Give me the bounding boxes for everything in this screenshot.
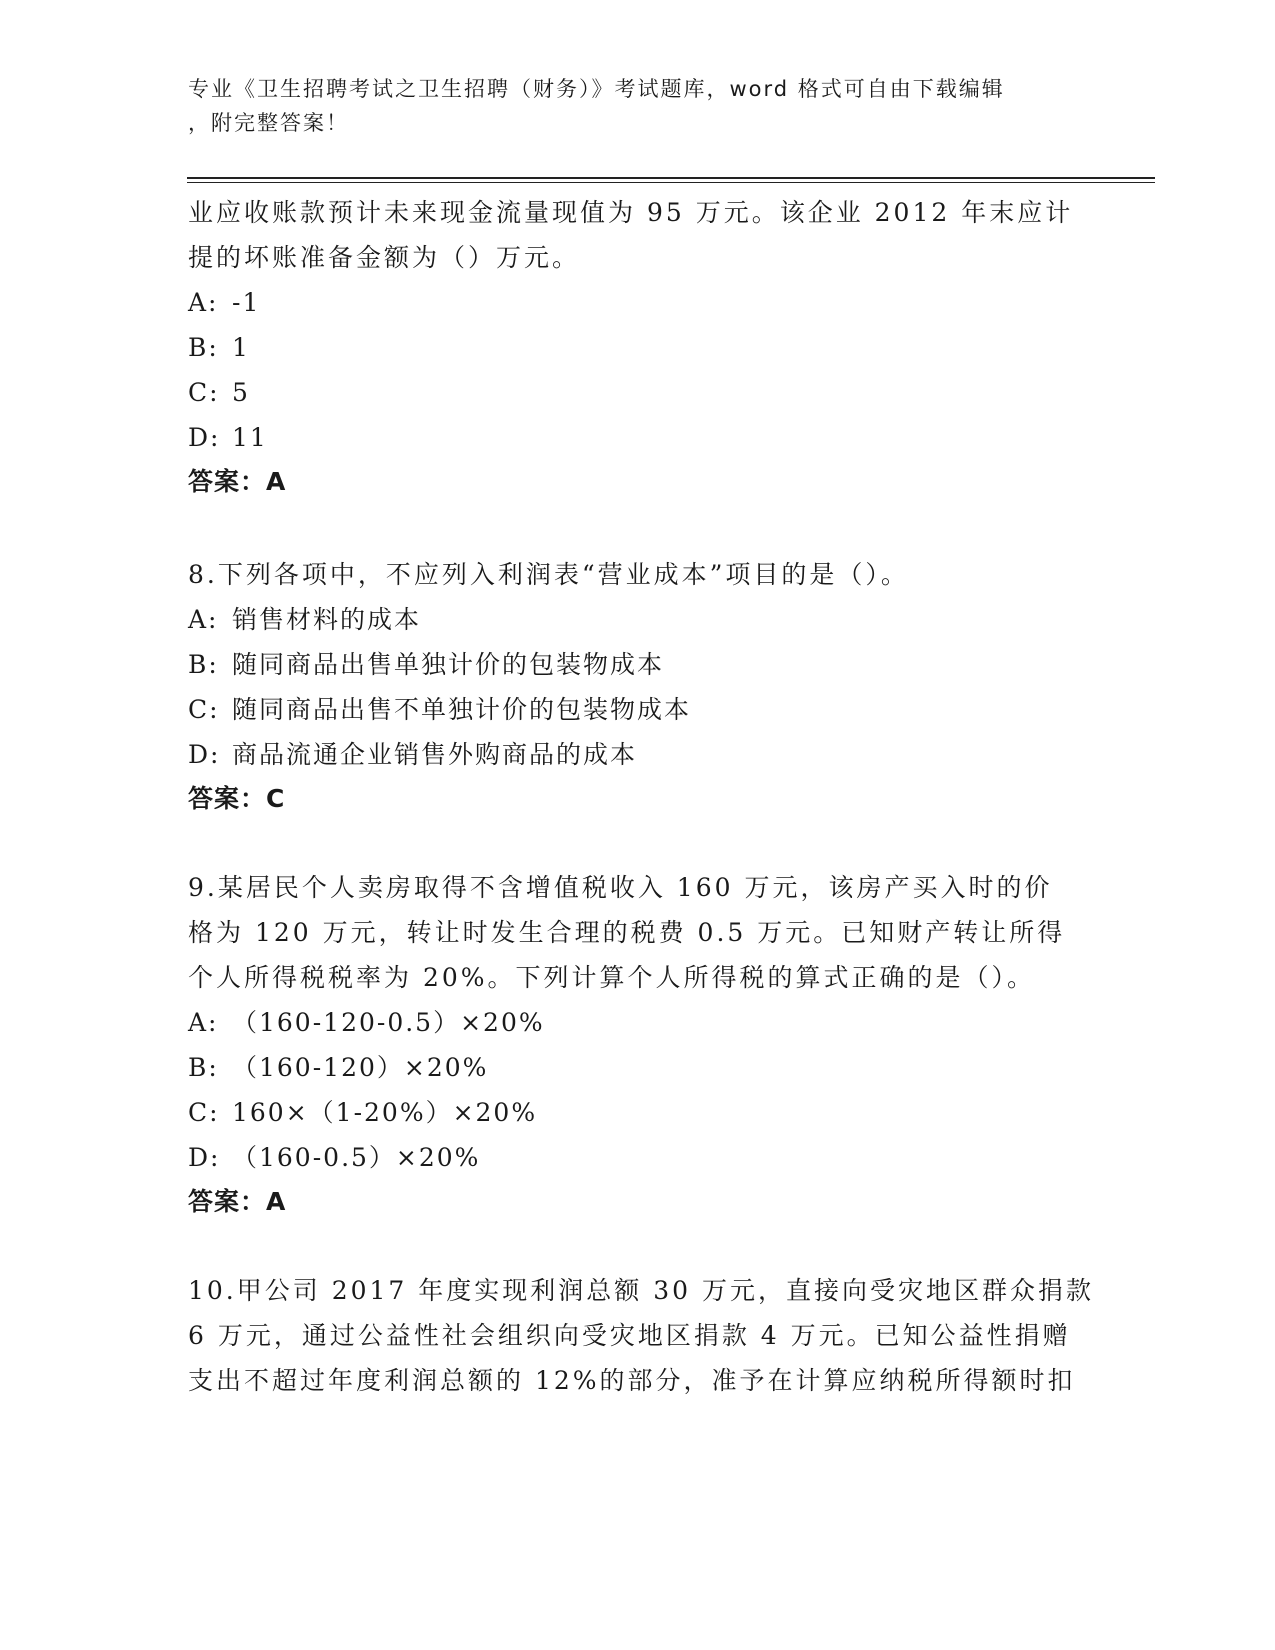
option-b: B: （160-120）×20% [188,1053,489,1082]
answer-line: 答案：C [188,784,286,813]
question-10 [188,1268,1098,1403]
option-list [188,280,1098,460]
option-a: A: -1 [188,288,261,317]
option-list [188,1000,1098,1180]
option-b: B: 随同商品出售单独计价的包装物成本 [188,650,665,679]
option-b: B: 1 [188,333,250,362]
option-c: C: 5 [188,378,250,407]
option-a: A: 销售材料的成本 [188,605,422,634]
question-list [188,190,1098,1447]
question-7 [188,190,1098,504]
answer-line: 答案：A [188,1187,287,1216]
question-stem: 业应收账款预计未来现金流量现值为 95 万元。该企业 2012 年末应计 提的坏账准备金额为（）万元。 [188,198,1074,272]
option-c: C: 随同商品出售不单独计价的包装物成本 [188,695,692,724]
option-a: A: （160-120-0.5）×20% [188,1008,545,1037]
header-rule-thin [187,182,1155,183]
option-d: D: 商品流通企业销售外购商品的成本 [188,740,638,769]
option-list [188,597,1098,777]
question-stem: 8.下列各项中，不应列入利润表“营业成本”项目的是（）。 [188,560,909,589]
option-c: C: 160×（1-20%）×20% [188,1098,538,1127]
option-d: D: 11 [188,423,268,452]
question-stem: 10.甲公司 2017 年度实现利润总额 30 万元，直接向受灾地区群众捐款 6 万元，通过公益性社会组织向受灾地区捐款 4 万元。已知公益性捐赠 支出不超过年度利润总额的 12%的部分，准予在计算应纳税所得额时扣 [188,1276,1094,1395]
document-header [188,72,1068,140]
question-9 [188,865,1098,1224]
header-line-2: ，附完整答案！ [188,111,349,135]
answer-line: 答案：A [188,467,287,496]
question-8 [188,552,1098,821]
header-rule-thick [187,177,1155,179]
option-d: D: （160-0.5）×20% [188,1143,481,1172]
header-line-1: 专业《卫生招聘考试之卫生招聘（财务）》考试题库，word 格式可自由下载编辑 [188,77,1005,101]
question-stem: 9.某居民个人卖房取得不含增值税收入 160 万元，该房产买入时的价 格为 120 万元，转让时发生合理的税费 0.5 万元。已知财产转让所得 个人所得税税率为 20%。下列计算个人所得税的算式正确的是（）。 [188,873,1066,992]
